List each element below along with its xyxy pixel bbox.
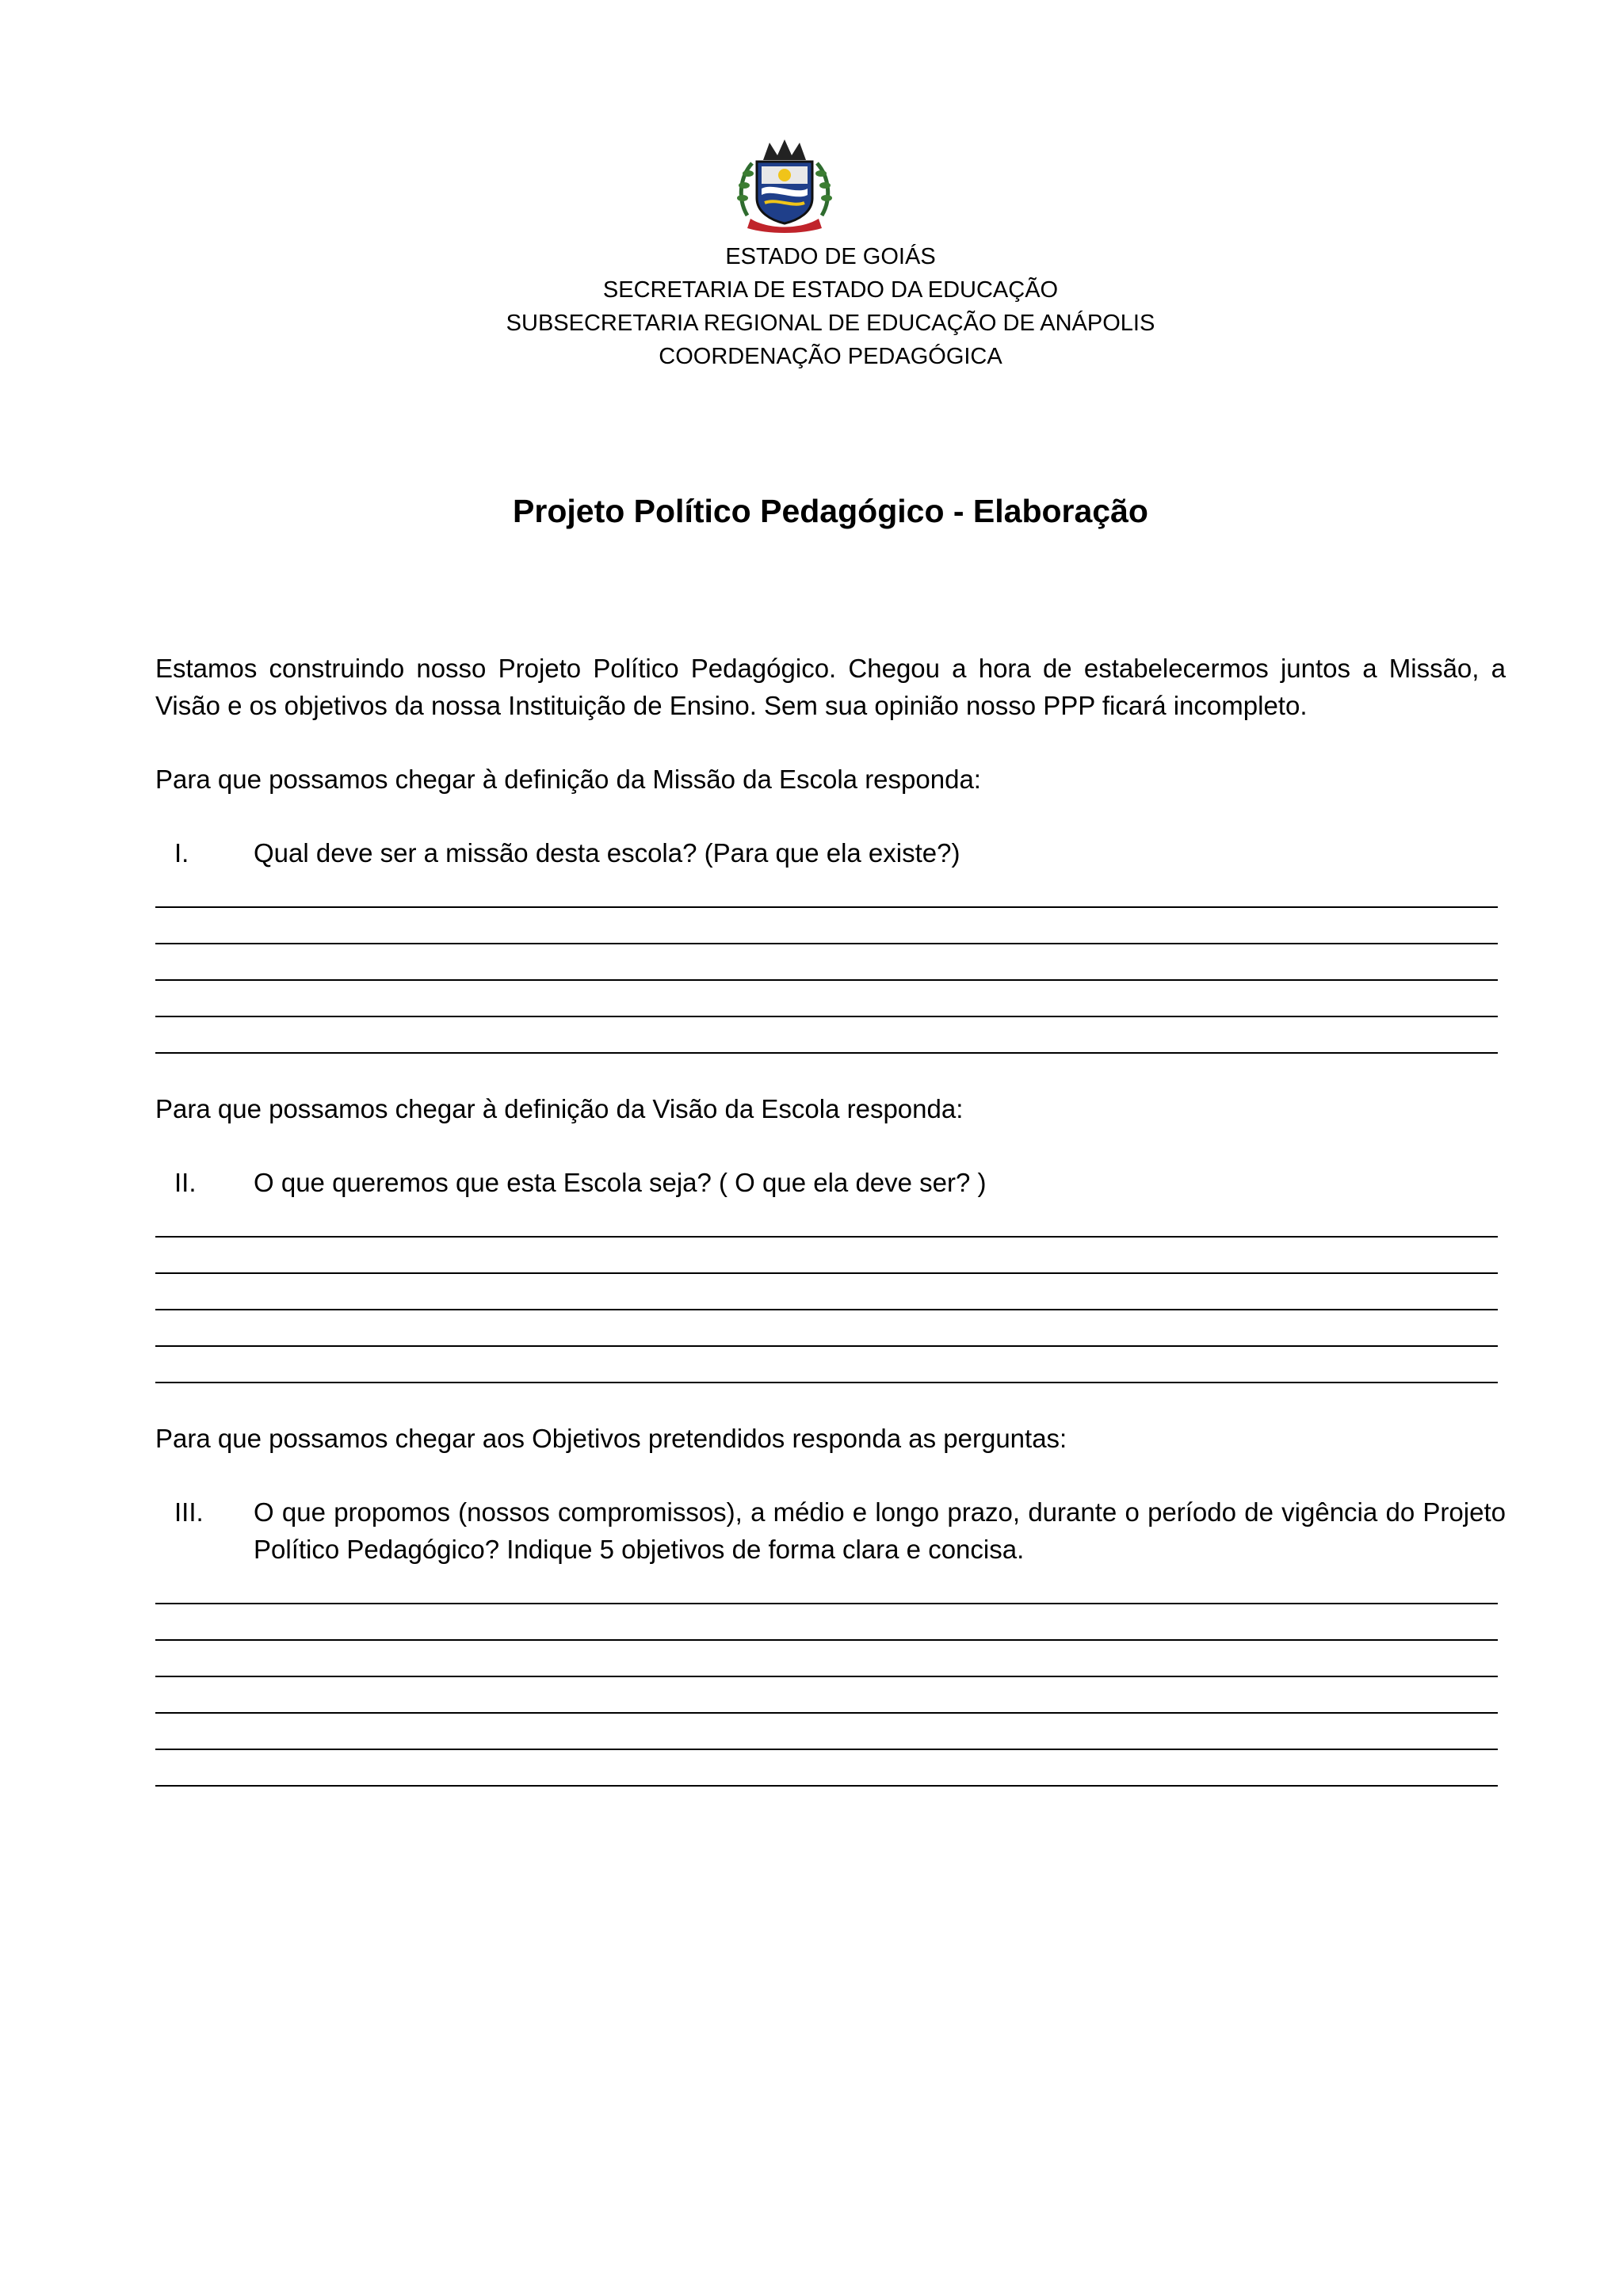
section-lead-vision: Para que possamos chegar à definição da Visão da Escola responda: [155,1094,964,1123]
header-line-coordination: COORDENAÇÃO PEDAGÓGICA [659,344,1002,369]
answer-line[interactable] [155,944,1498,981]
answer-line[interactable] [155,1274,1498,1310]
goias-coat-of-arms-icon [733,136,836,235]
answer-line[interactable] [155,1714,1498,1750]
answer-line[interactable] [155,1750,1498,1787]
question-number: II. [174,1168,197,1197]
answer-line[interactable] [155,1017,1498,1054]
document-body [155,650,1506,1787]
answer-line[interactable] [155,1347,1498,1383]
header-line-state: ESTADO DE GOIÁS [725,244,936,269]
answer-line[interactable] [155,1201,1498,1238]
answer-line[interactable] [155,981,1498,1017]
question-text: Qual deve ser a missão desta escola? (Para que ela existe?) [254,838,960,868]
header-line-secretariat: SECRETARIA DE ESTADO DA EDUCAÇÃO [602,277,1059,303]
answer-line[interactable] [155,1677,1498,1714]
answer-line[interactable] [155,1604,1498,1641]
answer-line[interactable] [155,908,1498,944]
question-objectives [155,1493,1506,1568]
intro-paragraph: Estamos construindo nosso Projeto Político Pedagógico. Chegou a hora de estabelecermos juntos a Missão, a Visão e os objetivos da nossa Instituição de Ensino. Sem sua opinião nosso PPP ficará incompleto. [155,654,1506,720]
answer-area-objectives[interactable] [155,1568,1506,1787]
answer-line[interactable] [155,1641,1498,1677]
question-vision [155,1164,1506,1201]
section-lead-mission: Para que possamos chegar à definição da Missão da Escola responda: [155,765,981,794]
question-number: I. [174,838,189,868]
answer-line[interactable] [155,1310,1498,1347]
question-number: III. [174,1497,204,1527]
question-text: O que propomos (nossos compromissos), a médio e longo prazo, durante o período de vigência do Projeto Político Pedagógico? Indique 5 objetivos de forma clara e concisa. [254,1497,1506,1564]
institution-header [0,240,1623,373]
answer-line[interactable] [155,871,1498,908]
page-title: Projeto Político Pedagógico - Elaboração [513,493,1148,529]
question-mission [155,834,1506,871]
answer-line[interactable] [155,1568,1498,1604]
question-text: O que queremos que esta Escola seja? ( O que ela deve ser? ) [254,1168,987,1197]
answer-area-mission[interactable] [155,871,1506,1054]
section-lead-objectives: Para que possamos chegar aos Objetivos pretendidos responda as perguntas: [155,1424,1067,1453]
header-line-subsecretariat: SUBSECRETARIA REGIONAL DE EDUCAÇÃO DE ANÁPOLIS [506,311,1155,336]
answer-area-vision[interactable] [155,1201,1506,1383]
answer-line[interactable] [155,1238,1498,1274]
